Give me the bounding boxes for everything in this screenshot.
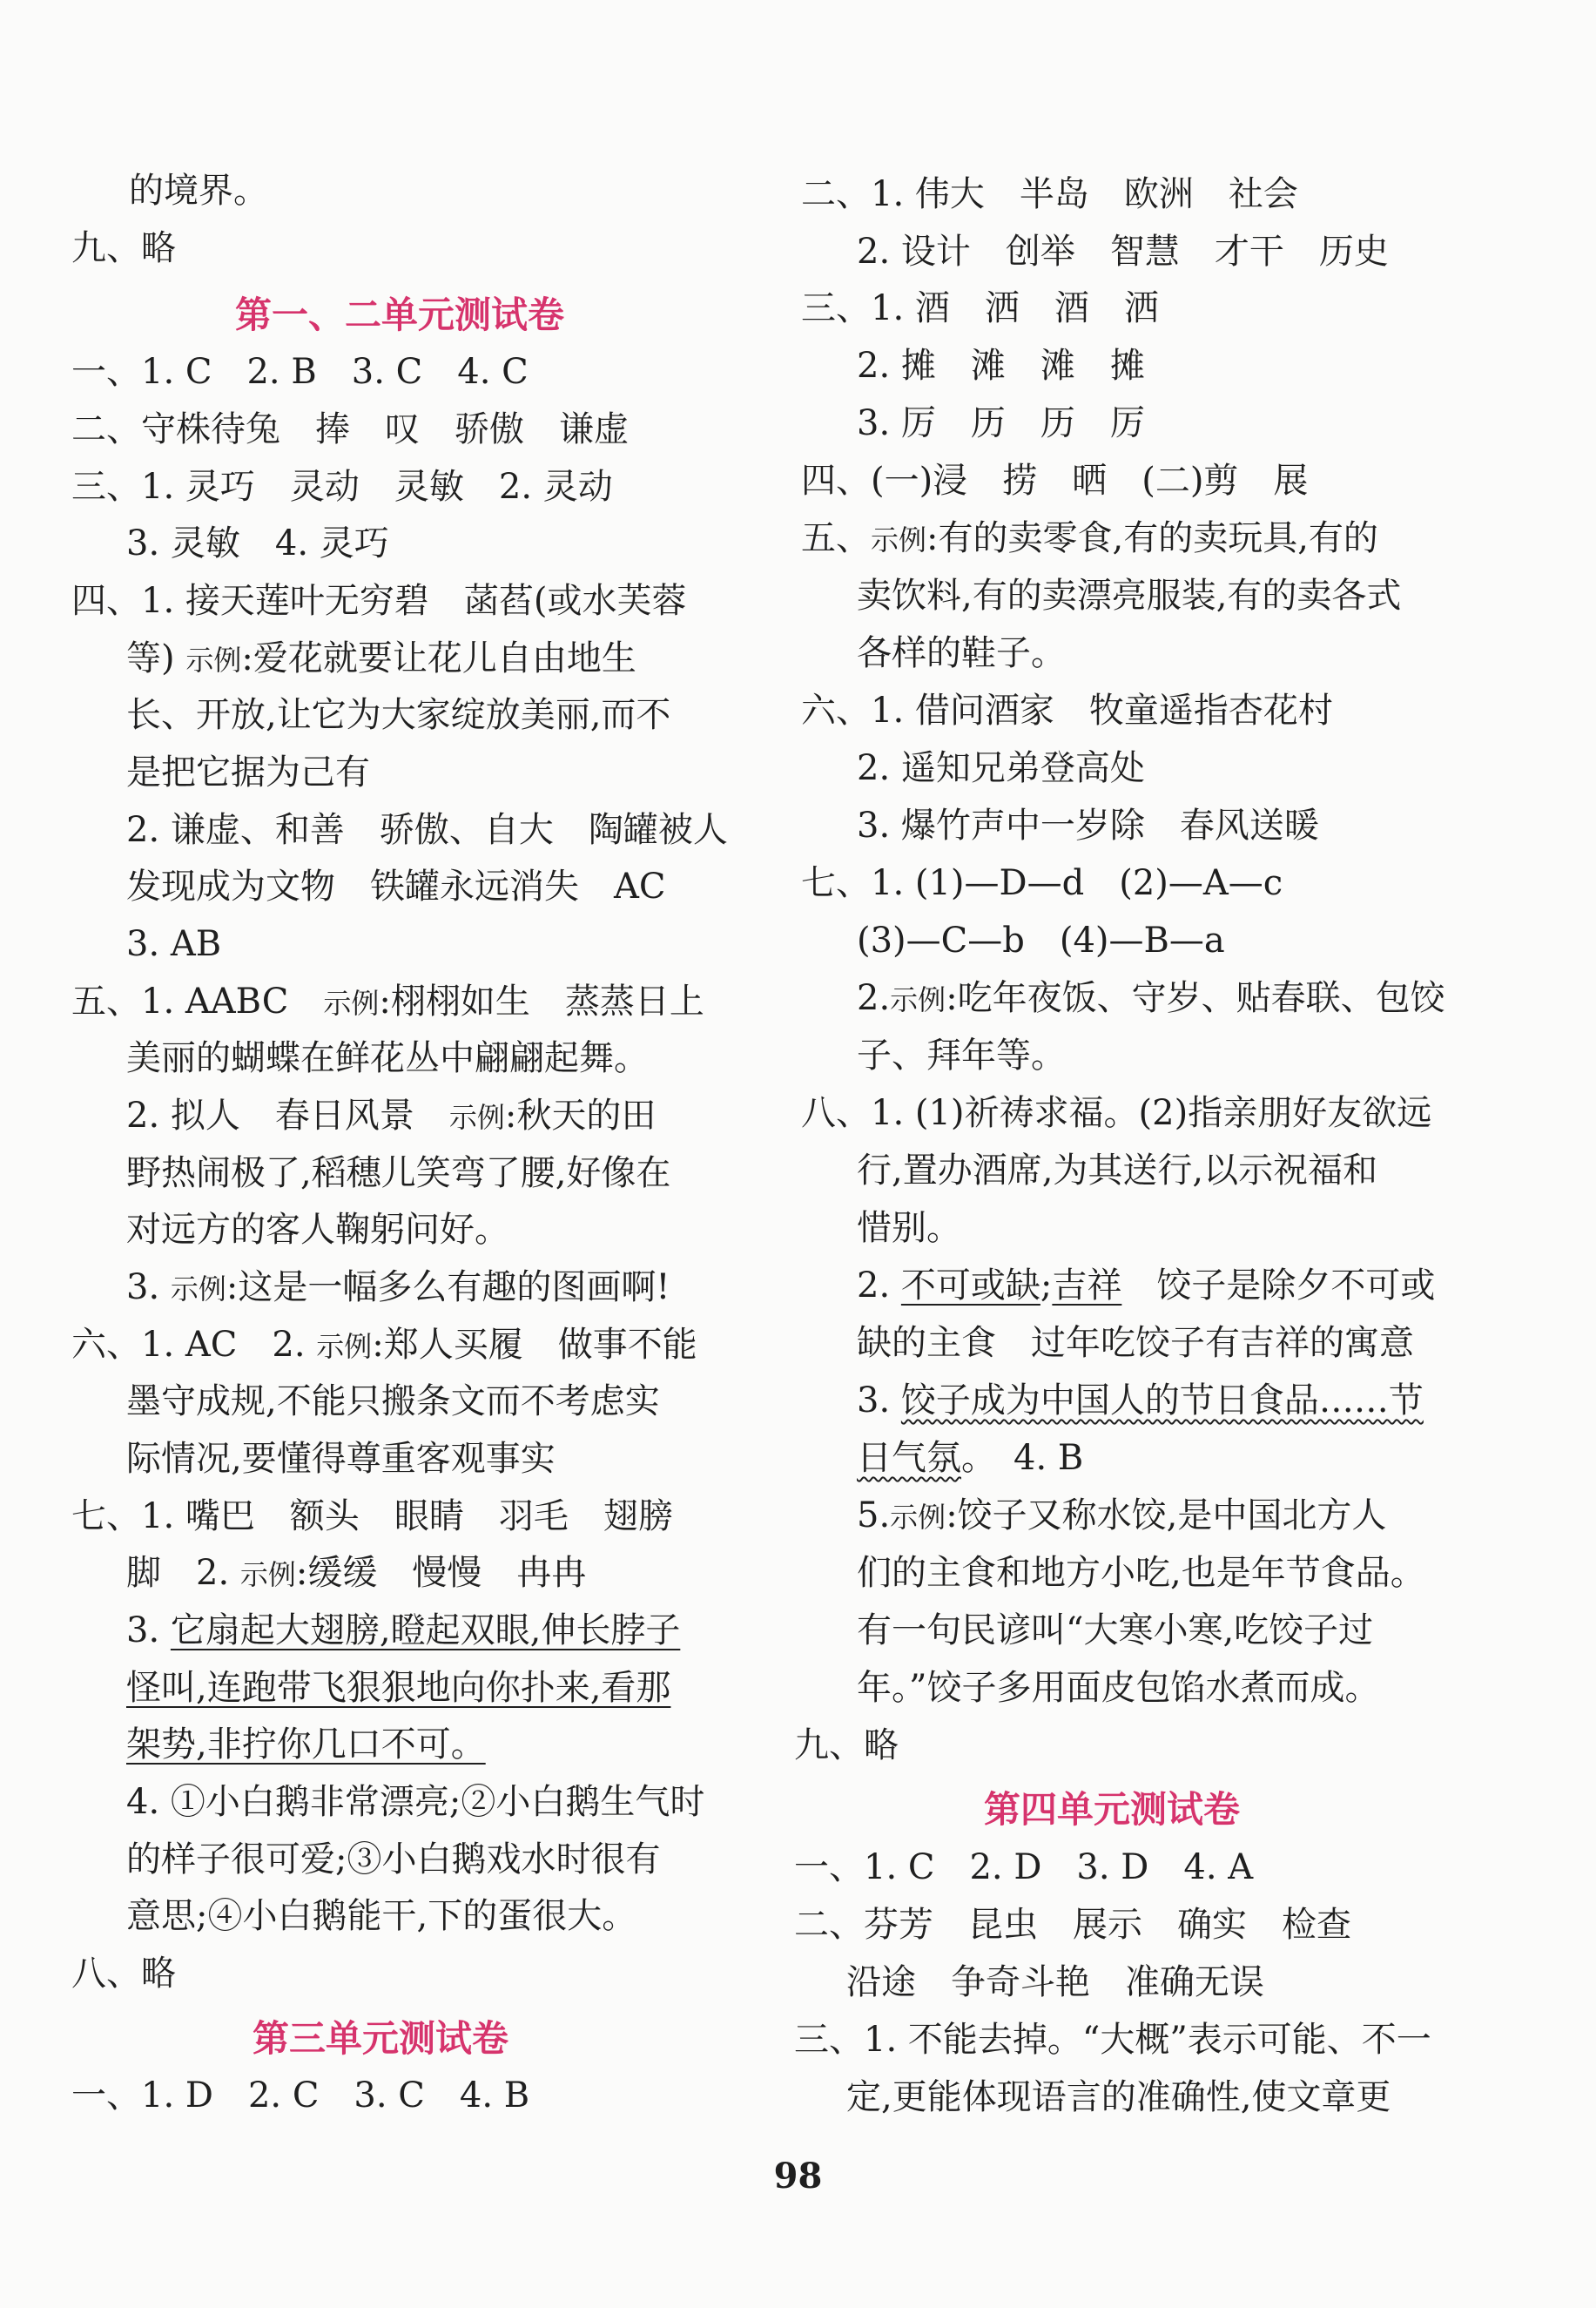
wavy-underlined-text: 日气氛 — [857, 1438, 961, 1478]
text-line: 行,置办酒席,为其送行,以示祝福和 — [857, 1151, 1378, 1191]
text-line: 一、1. C 2. B 3. C 4. C — [71, 352, 529, 392]
text-line: 三、1. 灵巧 灵动 灵敏 2. 灵动 — [71, 467, 613, 507]
text-line: 墨守成规,不能只搬条文而不考虑实 — [126, 1381, 660, 1421]
text-line — [126, 1610, 680, 1650]
text-line: 子、拜年等。 — [857, 1036, 1066, 1076]
text-line — [857, 1380, 1424, 1421]
text-segment: 脚 2. — [126, 1553, 230, 1593]
text-line: 八、略 — [71, 1954, 176, 1994]
text-line: 2. 遥知兄弟登高处 — [857, 748, 1145, 788]
underlined-text: 吉祥 — [1052, 1265, 1122, 1306]
text-line: 2. 摊 滩 滩 摊 — [857, 346, 1145, 386]
text-segment: ; — [1040, 1265, 1053, 1306]
text-segment: :有的卖零食,有的卖玩具,有的 — [926, 518, 1378, 558]
text-line: 3. AB — [126, 924, 222, 964]
text-line — [857, 1495, 1386, 1537]
text-line: 的境界。 — [129, 171, 268, 211]
text-line: 2. 谦虚、和善 骄傲、自大 陶罐被人 — [126, 810, 728, 850]
text-line — [801, 518, 1378, 560]
text-line: 缺的主食 过年吃饺子有吉祥的寓意 — [857, 1323, 1414, 1363]
text-line: 一、1. D 2. C 3. C 4. B — [71, 2075, 530, 2116]
text-line: 长、开放,让它为大家绽放美丽,而不 — [126, 695, 671, 735]
text-line: 七、1. 嘴巴 额头 眼睛 羽毛 翅膀 — [71, 1496, 673, 1536]
text-line: 对远方的客人鞠躬问好。 — [126, 1210, 509, 1250]
text-segment: 2. — [857, 1265, 891, 1306]
text-line: 意思;④小白鹅能干,下的蛋很大。 — [126, 1896, 637, 1936]
section-heading: 第三单元测试卷 — [253, 2017, 509, 2060]
underlined-text: 架势,非拧你几口不可。 — [126, 1724, 486, 1765]
text-line: 沿途 争奇斗艳 准确无误 — [846, 1962, 1264, 2002]
text-line: 际情况,要懂得尊重客观事实 — [126, 1439, 556, 1479]
text-line — [857, 978, 1445, 1020]
text-line: 二、守株待兔 捧 叹 骄傲 谦虚 — [71, 409, 629, 449]
text-segment: :缓缓 慢慢 冉冉 — [295, 1553, 587, 1593]
text-segment: 五、1. AABC — [71, 982, 289, 1022]
text-line: 3. 灵敏 4. 灵巧 — [126, 523, 389, 564]
text-line: 2. 设计 创举 智慧 才干 历史 — [857, 232, 1389, 272]
section-heading: 第一、二单元测试卷 — [235, 294, 565, 336]
text-line: 惜别。 — [857, 1208, 961, 1248]
text-line: 3. 厉 历 历 厉 — [857, 403, 1145, 443]
text-line: 八、1. (1)祈祷求福。(2)指亲朋好友欲远 — [801, 1093, 1432, 1133]
text-line: 年。”饺子多用面皮包馅水煮而成。 — [857, 1668, 1380, 1708]
text-line: 四、1. 接天莲叶无穷碧 菡萏(或水芙蓉 — [71, 581, 687, 621]
example-label: 示例 — [239, 1558, 296, 1591]
text-line: 们的主食和地方小吃,也是年节食品。 — [857, 1553, 1425, 1593]
text-segment: 饺子是除夕不可或 — [1121, 1265, 1436, 1306]
underlined-text: 怪叫,连跑带飞狠狠地向你扑来,看那 — [126, 1668, 671, 1708]
text-line — [126, 1096, 656, 1137]
text-line: 二、1. 伟大 半岛 欧洲 社会 — [801, 174, 1298, 214]
text-line: 四、(一)浸 捞 晒 (二)剪 展 — [801, 461, 1309, 501]
text-segment: 3. — [126, 1267, 160, 1307]
text-line: 各样的鞋子。 — [857, 633, 1066, 673]
text-segment: :郑人买履 做事不能 — [372, 1325, 697, 1365]
text-segment: 5. — [857, 1495, 891, 1535]
text-line: 3. 爆竹声中一岁除 春风送暖 — [857, 806, 1319, 846]
text-segment: :栩栩如生 蒸蒸日上 — [379, 982, 704, 1022]
text-line: 有一句民谚叫“大寒小寒,吃饺子过 — [857, 1610, 1374, 1650]
example-label: 示例 — [448, 1101, 505, 1134]
text-line: 野热闹极了,稻穗儿笑弯了腰,好像在 — [126, 1153, 671, 1193]
text-line — [126, 1267, 670, 1309]
text-line: 的样子很可爱;③小白鹅戏水时很有 — [126, 1839, 661, 1879]
text-segment: :吃年夜饭、守岁、贴春联、包饺 — [946, 978, 1445, 1018]
text-segment: 等) — [126, 638, 175, 678]
text-segment: 3. — [126, 1610, 160, 1650]
underlined-text: 不可或缺 — [900, 1265, 1040, 1306]
text-segment: :这是一幅多么有趣的图画啊! — [226, 1267, 670, 1307]
text-line: 九、略 — [71, 228, 176, 268]
example-label: 示例 — [890, 1501, 946, 1534]
text-segment: :秋天的田 — [504, 1096, 657, 1136]
text-segment: 五、 — [801, 518, 871, 558]
text-line: 发现成为文物 铁罐永远消失 AC — [126, 867, 666, 907]
text-segment: :爱花就要让花儿自由地生 — [241, 638, 636, 678]
text-segment: 2. — [857, 978, 891, 1018]
text-line: 一、1. C 2. D 3. D 4. A — [794, 1847, 1254, 1887]
text-segment: 六、1. AC 2. — [71, 1325, 306, 1365]
text-line — [126, 1553, 586, 1595]
text-line — [126, 1724, 486, 1765]
section-heading: 第四单元测试卷 — [984, 1788, 1241, 1831]
page-number: 98 — [773, 2156, 823, 2197]
text-line — [71, 1325, 697, 1367]
text-line: 卖饮料,有的卖漂亮服装,有的卖各式 — [857, 576, 1402, 616]
text-segment: 2. 拟人 春日风景 — [126, 1096, 414, 1136]
text-line: 七、1. (1)—D—d (2)—A—c — [801, 863, 1283, 903]
text-line — [126, 638, 636, 680]
example-label: 示例 — [871, 523, 927, 557]
text-line: 是把它据为己有 — [126, 752, 370, 793]
example-label: 示例 — [323, 987, 380, 1020]
text-line: 六、1. 借问酒家 牧童遥指杏花村 — [801, 691, 1333, 731]
text-segment: :饺子又称水饺,是中国北方人 — [946, 1495, 1387, 1535]
example-label: 示例 — [316, 1330, 373, 1363]
text-segment: 。 4. B — [961, 1438, 1084, 1478]
wavy-underlined-text: 饺子成为中国人的节日食品……节 — [900, 1380, 1424, 1421]
text-line: 二、芬芳 昆虫 展示 确实 检查 — [794, 1905, 1351, 1945]
text-line: 定,更能体现语言的准确性,使文章更 — [846, 2077, 1391, 2117]
example-label: 示例 — [890, 983, 946, 1016]
text-line — [857, 1438, 1083, 1478]
text-line — [126, 1668, 670, 1708]
underlined-text: 它扇起大翅膀,瞪起双眼,伸长脖子 — [170, 1610, 681, 1650]
text-line — [857, 1265, 1435, 1306]
text-line — [71, 982, 704, 1023]
text-line: 美丽的蝴蝶在鲜花丛中翩翩起舞。 — [126, 1038, 649, 1078]
text-line: 九、略 — [794, 1725, 899, 1765]
example-label: 示例 — [170, 1272, 226, 1306]
example-label: 示例 — [185, 644, 242, 677]
text-segment: 3. — [857, 1380, 891, 1421]
text-line: 三、1. 不能去掉。“大概”表示可能、不一 — [794, 2020, 1431, 2060]
text-line: (3)—C—b (4)—B—a — [857, 921, 1225, 961]
text-line: 4. ①小白鹅非常漂亮;②小白鹅生气时 — [126, 1782, 705, 1822]
text-line: 三、1. 酒 洒 酒 洒 — [801, 288, 1159, 328]
